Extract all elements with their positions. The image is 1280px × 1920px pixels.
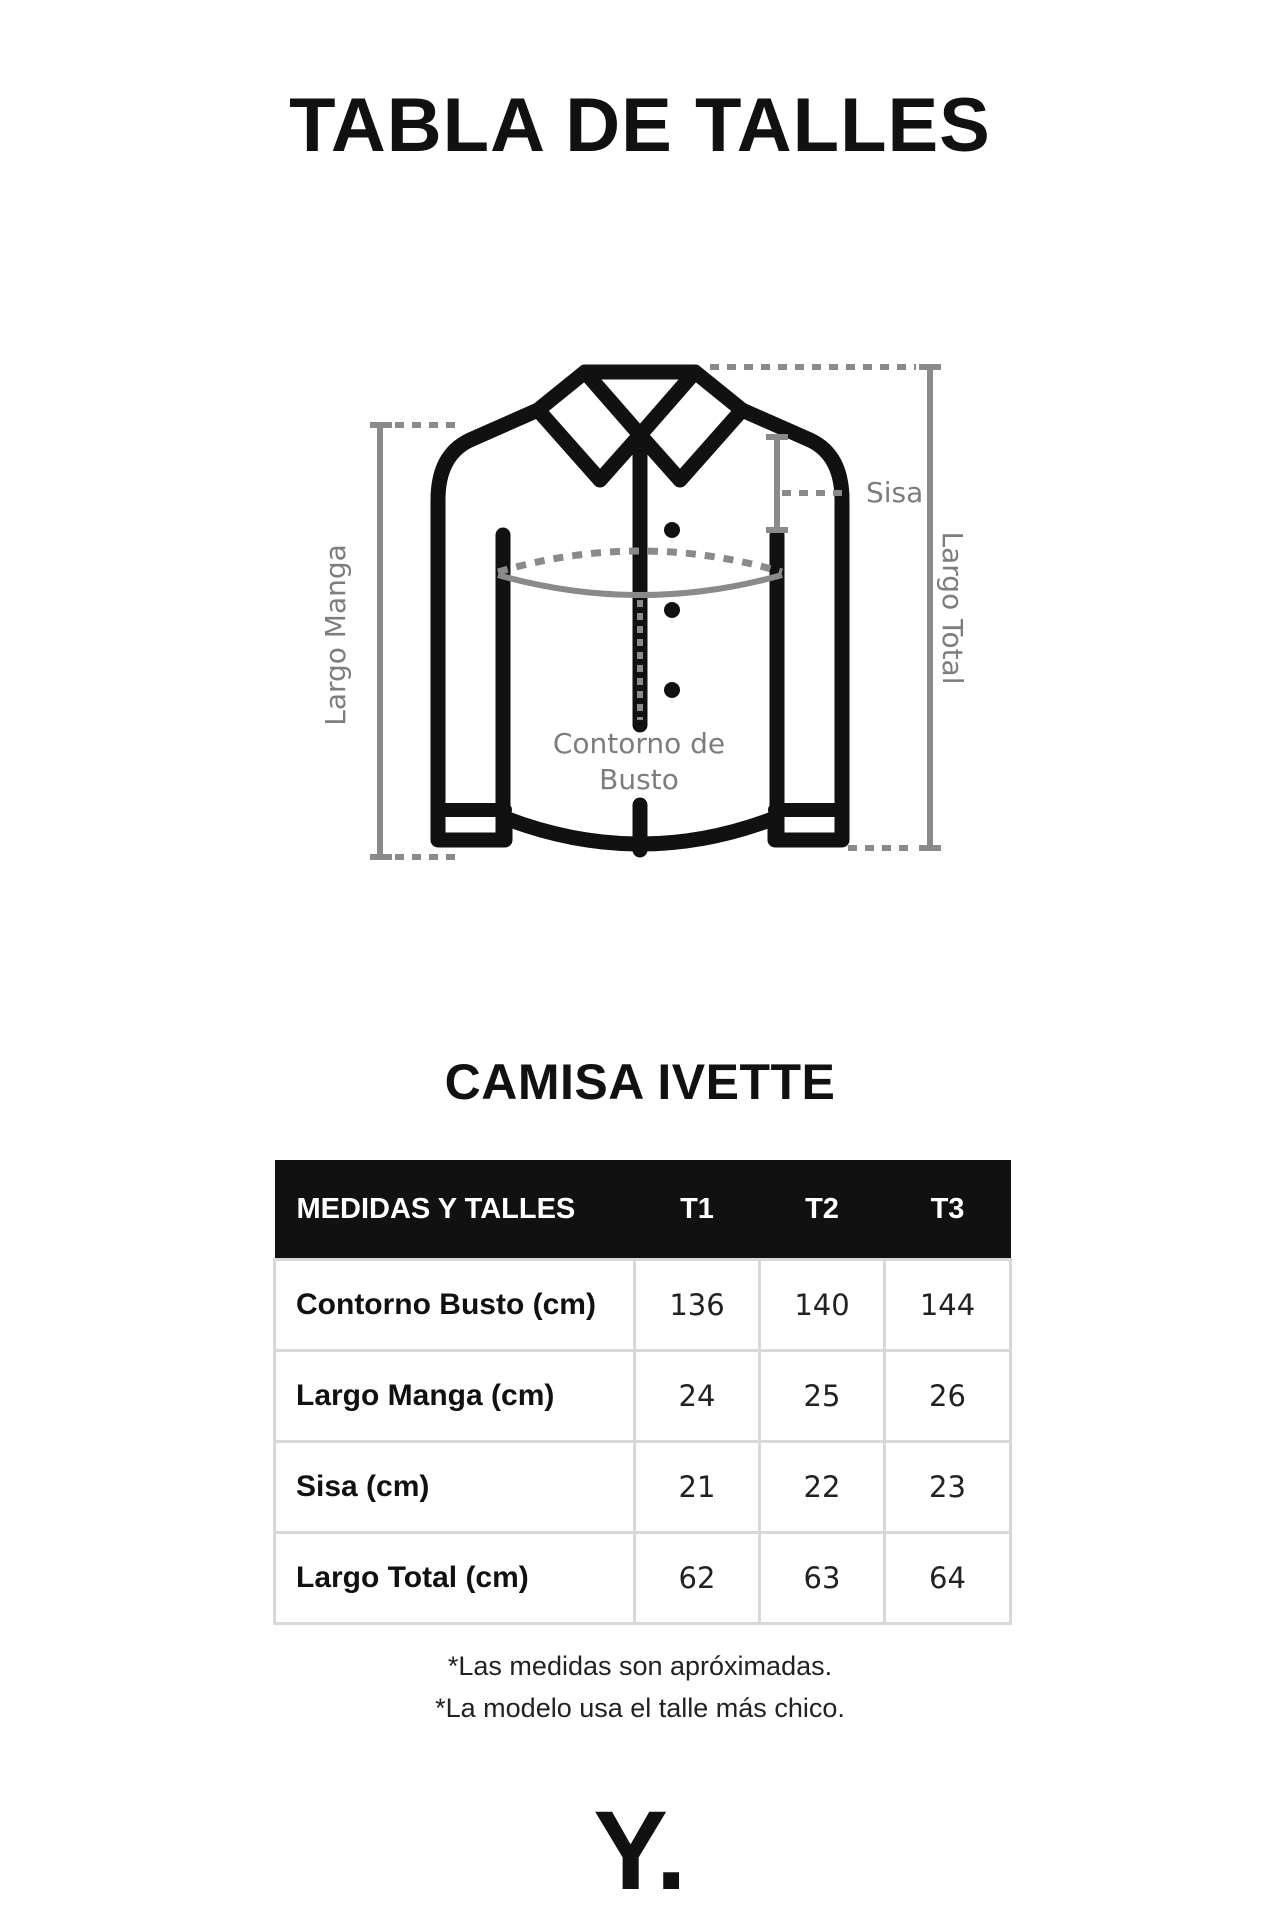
cell-t1: 136	[635, 1260, 760, 1351]
largo-total-label: Largo Total	[936, 531, 969, 685]
cell-t3: 26	[885, 1351, 1011, 1442]
column-header-t2: T2	[760, 1160, 885, 1260]
largo-total-measure	[710, 367, 941, 848]
cell-t3: 64	[885, 1533, 1011, 1624]
column-header-t3: T3	[885, 1160, 1011, 1260]
table-row	[275, 1442, 1011, 1533]
row-label: Contorno Busto (cm)	[275, 1260, 635, 1351]
footnote-approximate: *Las medidas son apróximadas.	[447, 1651, 833, 1681]
cell-t2: 22	[760, 1442, 885, 1533]
row-label: Sisa (cm)	[275, 1442, 635, 1533]
cell-t2: 25	[760, 1351, 885, 1442]
cell-t1: 24	[635, 1351, 760, 1442]
brand-logo: Y.	[593, 1788, 687, 1913]
cell-t2: 63	[760, 1533, 885, 1624]
largo-manga-label: Largo Manga	[319, 544, 352, 726]
table-row	[275, 1260, 1011, 1351]
column-header-t1: T1	[635, 1160, 760, 1260]
column-header-medidas: MEDIDAS Y TALLES	[275, 1160, 635, 1260]
cell-t3: 144	[885, 1260, 1011, 1351]
shirt-button-1	[664, 522, 680, 538]
cell-t1: 62	[635, 1533, 760, 1624]
footnote-model-size: *La modelo usa el talle más chico.	[435, 1693, 845, 1723]
product-name: CAMISA IVETTE	[444, 1054, 836, 1110]
contorno-label-line1: Contorno de	[552, 727, 726, 760]
cell-t1: 21	[635, 1442, 760, 1533]
shirt-button-2	[664, 602, 680, 618]
shirt-button-3	[664, 682, 680, 698]
row-label: Largo Total (cm)	[275, 1533, 635, 1624]
size-table	[273, 1160, 1012, 1625]
contorno-label-line2: Busto	[599, 763, 679, 796]
page-title: TABLA DE TALLES	[289, 83, 991, 168]
sisa-label: Sisa	[866, 476, 924, 509]
cell-t3: 23	[885, 1442, 1011, 1533]
table-row	[275, 1533, 1011, 1624]
row-label: Largo Manga (cm)	[275, 1351, 635, 1442]
cell-t2: 140	[760, 1260, 885, 1351]
footnotes	[0, 1645, 1280, 1729]
table-header-row	[275, 1160, 1011, 1260]
shirt-collar-inner	[585, 372, 695, 435]
table-row	[275, 1351, 1011, 1442]
